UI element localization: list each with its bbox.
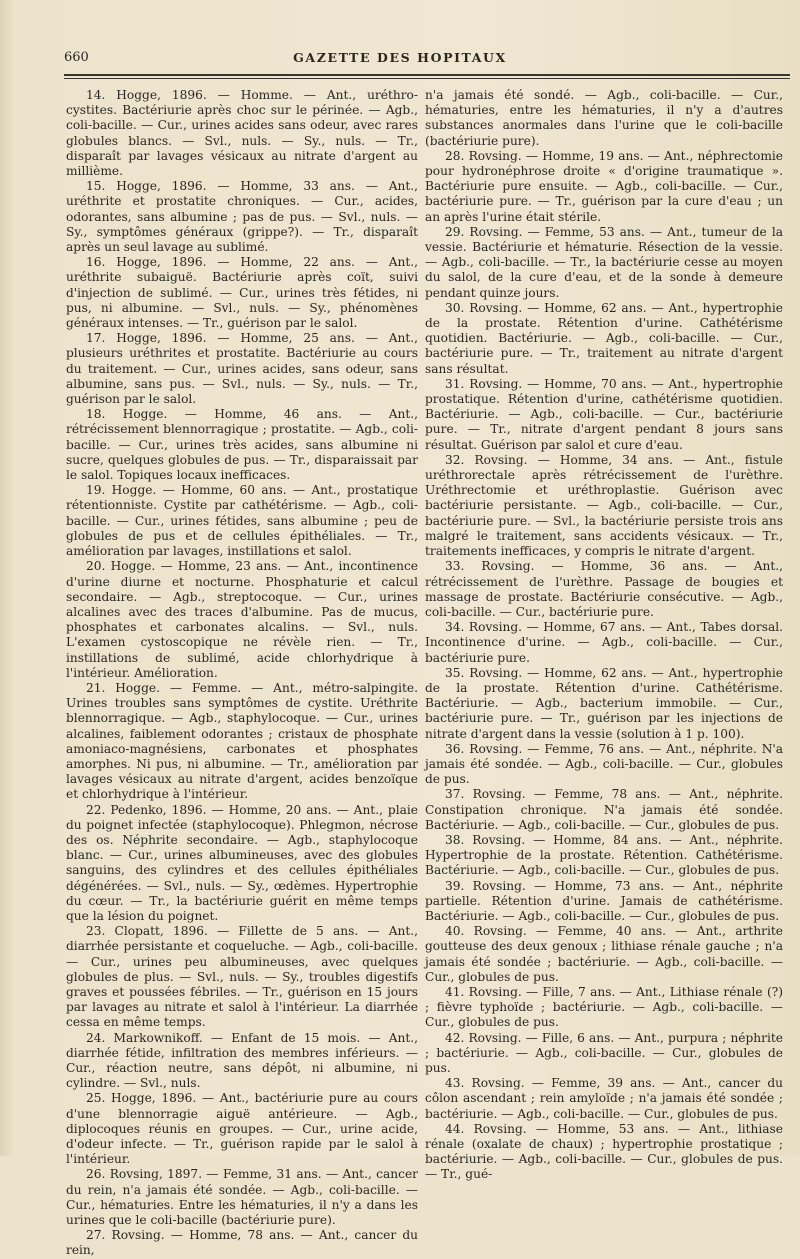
case-text: 18. Hogge. — Homme, 46 ans. — Ant., rétrécissement blennorragique ; prostatite. — Agb., coli-bacille. — Cur., urines très acides, sans albumine ni sucre, quelques globules de pus. — Tr., disparaissait par le salol. Topiques locaux inefficaces. (66, 407, 418, 483)
case-text: 24. Markownikoff. — Enfant de 15 mois. — Ant., diarrhée fétide, infiltration des membres inférieurs. — Cur., réaction neutre, sans dépôt, ni albumine, ni cylindre. — Svl., nuls. (66, 1030, 418, 1091)
case-entry (425, 377, 783, 453)
case-entry (425, 985, 783, 1031)
case-entry (66, 924, 418, 1030)
case-entry (66, 1091, 418, 1167)
case-entry (66, 1228, 418, 1258)
case-text: 44. Rovsing. — Homme, 53 ans. — Ant., lithiase rénale (oxalate de chaux) ; hypertrophie prostatique ; bactériurie. — Agb., coli-bacille. — Cur., globules de pus. — Tr., gué- (425, 1121, 783, 1182)
left-column (66, 88, 418, 1258)
case-entry (66, 179, 418, 255)
case-text: 33. Rovsing. — Homme, 36 ans. — Ant., rétrécissement de l'urèthre. Passage de bougies et massage de prostate. Bactériurie consécutive. — Agb., coli-bacille. — Cur., bactériurie pure. (425, 559, 783, 619)
case-text: 35. Rovsing. — Homme, 62 ans. — Ant., hypertrophie de la prostate. Rétention d'urine. Cathétérisme. Bactériurie. — Agb., bacterium immobile. — Cur., bactériurie pure. — Tr., guérison par les injections de nitrate d'argent dans la vessie (solution à 1 p. 100). (425, 665, 783, 741)
case-entry (66, 88, 418, 179)
case-text: 15. Hogge, 1896. — Homme, 33 ans. — Ant., uréthrite et prostatite chroniques. — Cur., acides, odorantes, sans albumine ; pas de pus. — Svl., nuls. — Sy., symptômes généraux (grippe?). — Tr., disparaît après un seul lavage au sublimé. (66, 179, 418, 255)
case-text: 34. Rovsing. — Homme, 67 ans. — Ant., Tabes dorsal. Incontinence d'urine. — Agb., coli-bacille. — Cur., bactériurie pure. (425, 620, 783, 665)
case-entry (66, 1031, 418, 1092)
case-entry (425, 620, 783, 666)
case-text: 26. Rovsing, 1897. — Femme, 31 ans. — Ant., cancer du rein, n'a jamais été sondée. — Agb., coli-bacille. — Cur., hématuries. Entre les hématuries, il n'y a dans les urines que le coli-bacille (bactériurie pure). (66, 1167, 418, 1228)
case-text: 20. Hogge. — Homme, 23 ans. — Ant., incontinence d'urine diurne et nocturne. Phosphaturie et calcul secondaire. — Agb., streptocoque. — Cur., urines alcalines avec des traces d'albumine. Pas de mucus, phosphates et carbonates alcalins. — Svl., nuls. L'examen cystoscopique ne révèle rien. — Tr., instillations de sublimé, acide chlorhydrique à l'intérieur. Amélioration. (66, 559, 418, 680)
case-entry (66, 803, 418, 925)
case-text: 40. Rovsing. — Femme, 40 ans. — Ant., arthrite goutteuse des deux genoux ; lithiase rénale gauche ; n'a jamais été sondée ; bactériurie. — Agb., coli-bacille. — Cur., globules de pus. (425, 924, 783, 984)
case-text: 38. Rovsing. — Homme, 84 ans. — Ant., néphrite. Hypertrophie de la prostate. Rétention. Cathétérisme. Bactériurie. — Agb., coli-bacille. — Cur., globules de pus. (425, 832, 783, 878)
case-text: 30. Rovsing. — Homme, 62 ans. — Ant., hypertrophie de la prostate. Rétention d'urine. Cathétérisme quotidien. Bactériurie. — Agb., coli-bacille. — Cur., bactériurie pure. — Tr., traitement au nitrate d'argent sans résultat. (425, 300, 783, 376)
case-entry (425, 559, 783, 620)
case-text: 25. Hogge, 1896. — Ant., bactériurie pure au cours d'une blennorragie aiguë antérieure. — Agb., diplocoques réunis en groupes. — Cur., urine acide, d'odeur infecte. — Tr., guérison rapide par le salol à l'intérieur. (66, 1091, 418, 1167)
running-title: GAZETTE DES HOPITAUX (293, 50, 507, 65)
case-text: 41. Rovsing. — Fille, 7 ans. — Ant., Lithiase rénale (?) ; fièvre typhoïde ; bactériurie. — Agb., coli-bacille. — Cur., globules de pus. (425, 984, 783, 1030)
case-entry (425, 453, 783, 559)
case-entry (425, 666, 783, 742)
case-entry (66, 255, 418, 331)
case-entry (425, 742, 783, 788)
case-entry (425, 301, 783, 377)
case-entry (66, 681, 418, 803)
case-text: 17. Hogge, 1896. — Homme, 25 ans. — Ant., plusieurs uréthrites et prostatite. Bactériurie au cours du traitement. — Cur., urines acides, sans odeur, sans albumine, sans pus. — Svl., nuls. — Sy., nuls. — Tr., guérison par le salol. (66, 331, 418, 407)
case-text: 23. Clopatt, 1896. — Fillette de 5 ans. — Ant., diarrhée persistante et coqueluche. — Agb., coli-bacille. — Cur., urines peu albumineuses, avec quelques globules de plus. — Svl., nuls. — Sy., troubles digestifs graves et poussées fébriles. — Tr., guérison en 15 jours par lavages au nitrate et salol à l'intérieur. La diarrhée cessa en même temps. (66, 924, 418, 1030)
case-text: 31. Rovsing. — Homme, 70 ans. — Ant., hypertrophie prostatique. Rétention d'urine, cathétérisme quotidien. Bactériurie. — Agb., coli-bacille. — Cur., bactériurie pure. — Tr., nitrate d'argent pendant 8 jours sans résultat. Guérison par salol et cure d'eau. (425, 376, 783, 452)
case-entry (425, 1122, 783, 1183)
case-entry (66, 483, 418, 559)
case-entry (66, 331, 418, 407)
case-text: 22. Pedenko, 1896. — Homme, 20 ans. — Ant., plaie du poignet infectée (staphylocoque). Phlegmon, nécrose des os. Néphrite secondaire. — Agb., staphylocoque blanc. — Cur., urines albumineuses, avec des globules sanguins, des cylindres et des cellules épithéliales dégénérées. — Svl., nuls. — Sy., œdèmes. Hypertrophie du cœur. — Tr., la bactériurie guérit en même temps que la lésion du poignet. (66, 802, 418, 923)
case-text: 21. Hogge. — Femme. — Ant., métro-salpingite. Urines troubles sans symptômes de cystite. Uréthrite blennorragique. — Agb., staphylocoque. — Cur., urines alcalines, faiblement odorantes ; cristaux de phosphate amoniaco-magnésiens, carbonates et phosphates amorphes. Ni pus, ni albumine. — Tr., amélioration par lavages vésicaux au nitrate d'argent, acides benzoïque et chlorhydrique à l'intérieur. (66, 680, 418, 802)
header-rule-thick (64, 74, 790, 76)
case-text: 37. Rovsing. — Femme, 78 ans. — Ant., néphrite. Constipation chronique. N'a jamais été sondée. Bactériurie. — Agb., coli-bacille. — Cur., globules de pus. (425, 787, 783, 832)
case-text: 19. Hogge. — Homme, 60 ans. — Ant., prostatique rétentionniste. Cystite par cathétérisme. — Agb., coli-bacille. — Cur., urines fétides, sans albumine ; peu de globules de pus et de cellules épithéliales. — Tr., amélioration par lavages, instillations et salol. (66, 483, 418, 559)
case-entry (66, 559, 418, 681)
case-entry (425, 225, 783, 301)
case-text: 36. Rovsing. — Femme, 76 ans. — Ant., néphrite. N'a jamais été sondée. — Agb., coli-bacille. — Cur., globules de pus. (425, 741, 783, 787)
header-rule-thin (64, 78, 790, 79)
case-entry (425, 879, 783, 925)
right-column (425, 88, 783, 1182)
case-text: 27. Rovsing. — Homme, 78 ans. — Ant., cancer du rein, (66, 1228, 418, 1258)
case-entry (425, 88, 783, 149)
case-entry (425, 1031, 783, 1077)
case-entry (425, 149, 783, 225)
case-entry (425, 833, 783, 879)
case-text: 29. Rovsing. — Femme, 53 ans. — Ant., tumeur de la vessie. Bactériurie et hématurie. Résection de la vessie. — Agb., coli-bacille. — Tr., la bactériurie cesse au moyen du salol, de la cure d'eau, et de la sonde à demeure pendant quinze jours. (425, 224, 783, 300)
case-text: n'a jamais été sondé. — Agb., coli-bacille. — Cur., hématuries, entre les hématuries, il n'y a d'autres substances anormales dans l'urine que le coli-bacille (bactériurie pure). (425, 88, 783, 148)
case-text: 43. Rovsing. — Femme, 39 ans. — Ant., cancer du côlon ascendant ; rein amyloïde ; n'a jamais été sondée ; bactériurie. — Agb., coli-bacille. — Cur., globules de pus. (425, 1076, 783, 1121)
case-entry (425, 787, 783, 833)
page-number: 660 (64, 50, 89, 65)
case-entry (66, 407, 418, 483)
case-entry (425, 1076, 783, 1122)
case-text: 32. Rovsing. — Homme, 34 ans. — Ant., fistule uréthrorectale après rétrécissement de l'urèthre. Uréthrectomie et uréthroplastie. Guérison avec bactériurie persistante. — Agb., coli-bacille. — Cur., bactériurie pure. — Svl., la bactériurie persiste trois ans malgré le traitement, sans accidents vésicaux. — Tr., traitements inefficaces, y compris le nitrate d'argent. (425, 452, 783, 559)
case-text: 42. Rovsing. — Fille, 6 ans. — Ant., purpura ; néphrite ; bactériurie. — Agb., coli-bacille. — Cur., globules de pus. (425, 1030, 783, 1075)
case-text: 16. Hogge, 1896. — Homme, 22 ans. — Ant., uréthrite subaiguë. Bactériurie après coït, suivi d'injection de sublimé. — Cur., urines très fétides, ni pus, ni albumine. — Svl., nuls. — Sy., phénomènes généraux intenses. — Tr., guérison par le salol. (66, 255, 418, 331)
case-text: 39. Rovsing. — Homme, 73 ans. — Ant., néphrite partielle. Rétention d'urine. Jamais de cathétérisme. Bactériurie. — Agb., coli-bacille. — Cur., globules de pus. (425, 878, 783, 923)
case-entry (425, 924, 783, 985)
case-text: 28. Rovsing. — Homme, 19 ans. — Ant., néphrectomie pour hydronéphrose droite « d'origine traumatique ». Bactériurie pure ensuite. — Agb., coli-bacille. — Cur., bactériurie pure. — Tr., guérison par la cure d'eau ; un an après l'urine était stérile. (425, 148, 783, 224)
case-entry (66, 1167, 418, 1228)
case-text: 14. Hogge, 1896. — Homme. — Ant., uréthro-cystites. Bactériurie après choc sur le périnée. — Agb., coli-bacille. — Cur., urines acides sans odeur, avec rares globules blancs. — Svl., nuls. — Sy., nuls. — Tr., disparaît par lavages vésicaux au nitrate d'argent au millième. (66, 88, 418, 179)
